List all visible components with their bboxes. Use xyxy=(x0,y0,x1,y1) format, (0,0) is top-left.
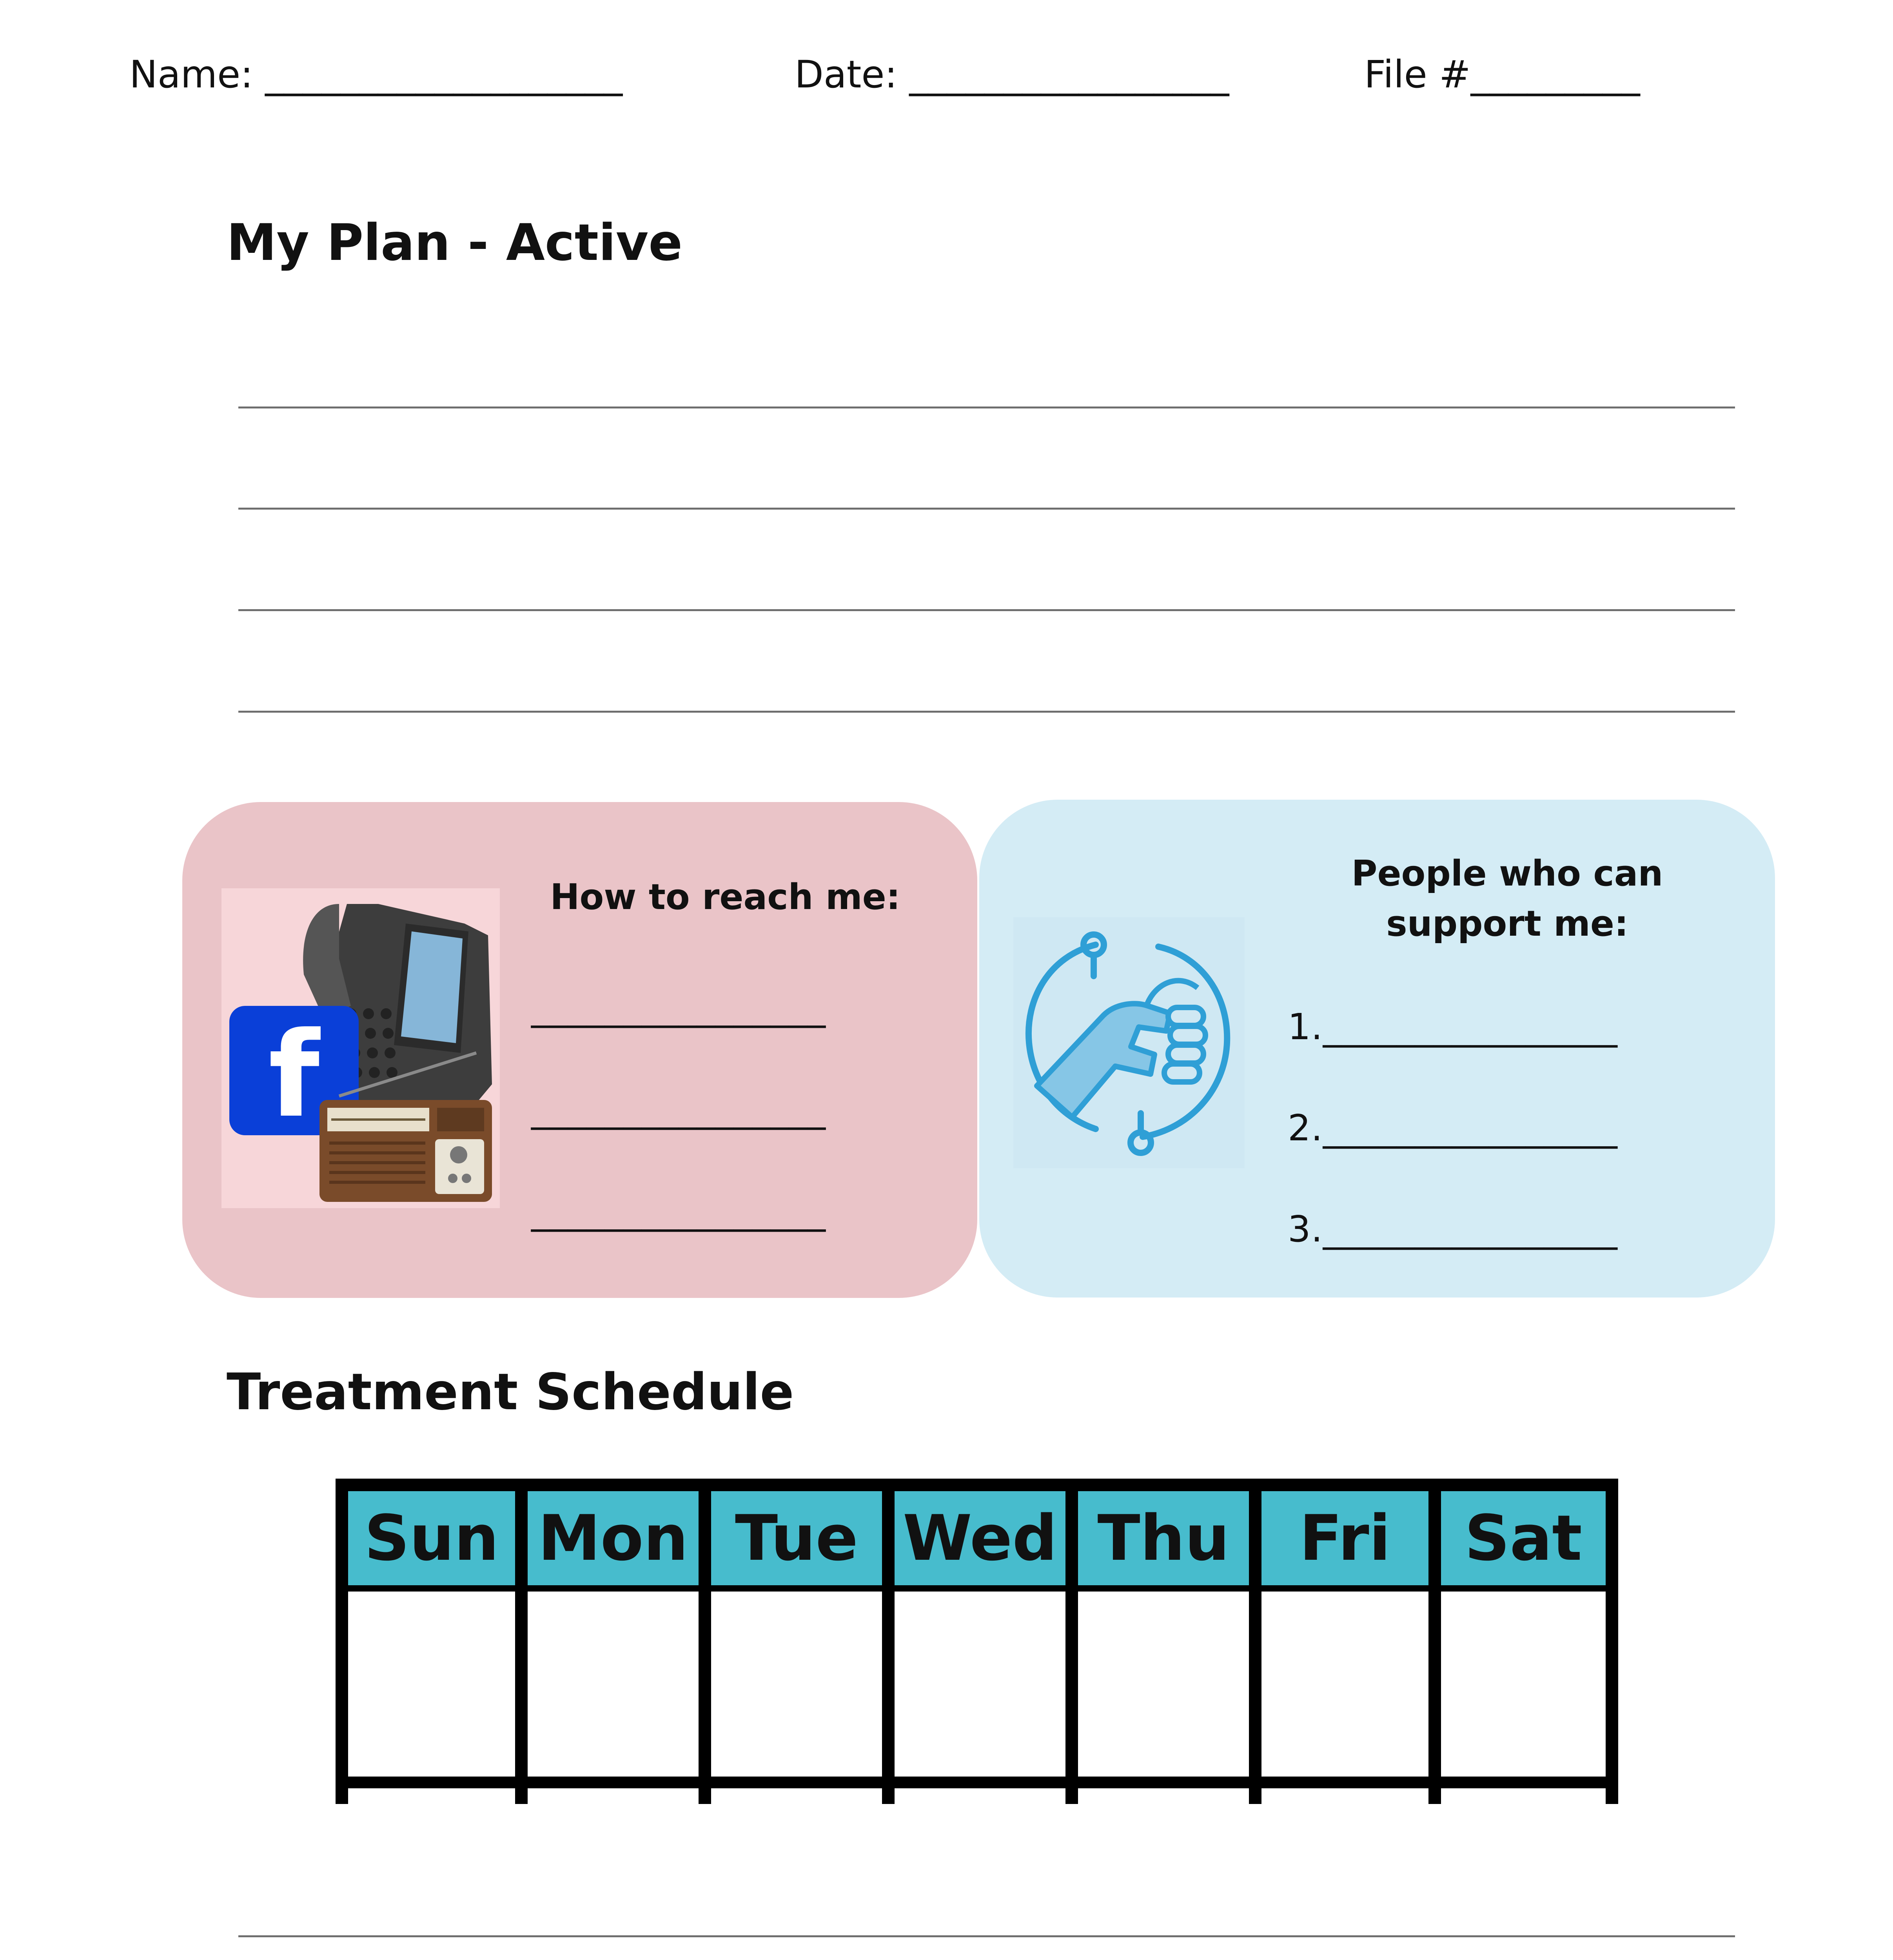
schedule-divider-5 xyxy=(1249,1479,1261,1804)
day-label-wed: Wed xyxy=(903,1501,1057,1575)
plan-writing-line-2 xyxy=(238,508,1735,510)
schedule-divider-1 xyxy=(515,1479,528,1804)
support-card-title-line-2: support me: xyxy=(1386,903,1628,944)
plan-writing-line-1 xyxy=(238,407,1735,408)
schedule-divider-7 xyxy=(1606,1479,1618,1804)
day-cell-fri[interactable] xyxy=(1261,1592,1428,1777)
day-label-fri: Fri xyxy=(1299,1501,1391,1575)
day-cell-thu[interactable] xyxy=(1078,1592,1249,1777)
facebook-logo-glyph: f xyxy=(268,1007,320,1143)
support-card-title-line-1: People who can xyxy=(1351,853,1663,894)
support-person-3[interactable]: 3.________________ xyxy=(1288,1208,1618,1250)
day-cell-sun[interactable] xyxy=(348,1592,515,1777)
communication-illustration xyxy=(221,888,500,1208)
notes-writing-line-1 xyxy=(238,1935,1735,1937)
day-header-thu xyxy=(1078,1491,1249,1585)
name-field-label: Name: ___________________ xyxy=(129,53,623,96)
day-label-tue: Tue xyxy=(735,1501,858,1575)
day-cell-tue[interactable] xyxy=(711,1592,882,1777)
contact-card-title: How to reach me: xyxy=(550,877,900,918)
day-header-wed xyxy=(895,1491,1065,1585)
schedule-divider-6 xyxy=(1428,1479,1441,1804)
day-label-thu: Thu xyxy=(1097,1501,1230,1575)
schedule-title: Treatment Schedule xyxy=(227,1363,794,1421)
helping-hand-icon xyxy=(1013,917,1245,1168)
contact-blank-2[interactable]: ________________ xyxy=(531,1088,826,1130)
day-label-sun: Sun xyxy=(364,1501,499,1575)
support-person-2[interactable]: 2.________________ xyxy=(1288,1107,1618,1149)
schedule-header-divider xyxy=(336,1584,1617,1592)
day-header-fri xyxy=(1261,1491,1428,1585)
schedule-top-border xyxy=(336,1479,1617,1491)
day-header-sat xyxy=(1441,1491,1606,1585)
contact-blank-3[interactable]: ________________ xyxy=(531,1190,826,1232)
schedule-bottom-border xyxy=(336,1777,1617,1788)
plan-writing-line-3 xyxy=(238,609,1735,611)
day-header-tue xyxy=(711,1491,882,1585)
day-cell-mon[interactable] xyxy=(528,1592,699,1777)
plan-title: My Plan - Active xyxy=(227,214,683,272)
schedule-divider-0 xyxy=(336,1479,348,1804)
file-number-field-label: File #_________ xyxy=(1364,53,1640,96)
day-label-sat: Sat xyxy=(1465,1501,1582,1575)
contact-blank-1[interactable]: ________________ xyxy=(531,986,826,1028)
day-cell-wed[interactable] xyxy=(895,1592,1065,1777)
schedule-divider-2 xyxy=(699,1479,711,1804)
support-card-title xyxy=(1282,849,1733,949)
schedule-divider-3 xyxy=(882,1479,895,1804)
support-person-1[interactable]: 1.________________ xyxy=(1288,1006,1618,1048)
date-field-label: Date: _________________ xyxy=(795,53,1229,96)
day-label-mon: Mon xyxy=(538,1501,688,1575)
day-header-sun xyxy=(348,1491,515,1585)
schedule-divider-4 xyxy=(1065,1479,1078,1804)
plan-writing-line-4 xyxy=(238,711,1735,713)
day-cell-sat[interactable] xyxy=(1441,1592,1606,1777)
day-header-mon xyxy=(528,1491,699,1585)
